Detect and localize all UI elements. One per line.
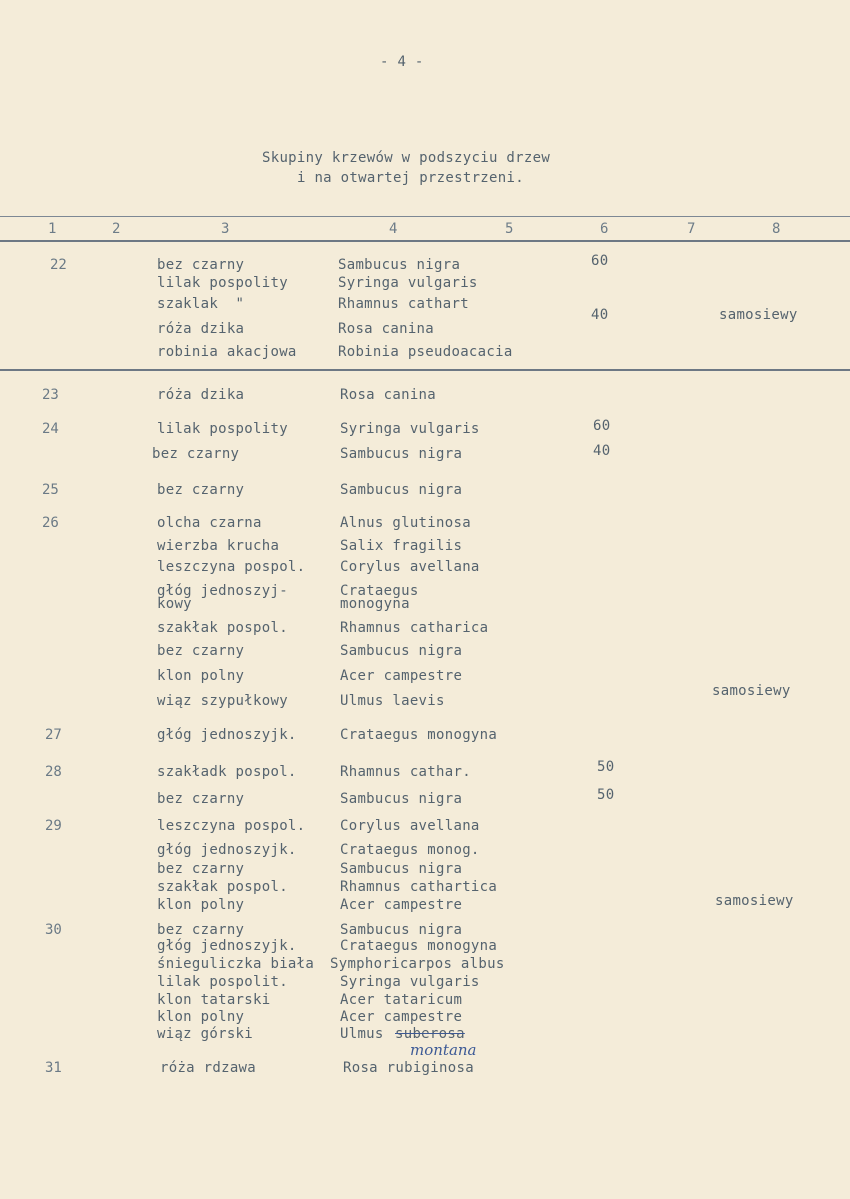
header-bottom-rule	[0, 240, 850, 242]
title-line-1: Skupiny krzewów w podszyciu drzew	[262, 150, 551, 166]
species-polish: śnieguliczka biała	[157, 956, 315, 972]
species-latin: Ulmus	[340, 1026, 384, 1042]
species-latin: Sambucus nigra	[340, 446, 463, 462]
species-latin: Sambucus nigra	[340, 482, 463, 498]
page-number: - 4 -	[380, 54, 424, 70]
species-latin: Rosa rubiginosa	[343, 1060, 474, 1076]
header-top-rule	[0, 216, 850, 217]
species-latin: Rhamnus cathar.	[340, 764, 471, 780]
col-header-4: 4	[389, 221, 398, 237]
species-polish: bez czarny	[157, 257, 245, 273]
species-polish: szaklak "	[157, 296, 245, 312]
group-number: 24	[42, 421, 59, 437]
species-latin: Syringa vulgaris	[338, 275, 478, 291]
col-header-6: 6	[600, 221, 609, 237]
group-number: 30	[45, 922, 62, 938]
group-number: 22	[50, 257, 67, 273]
group-number: 23	[42, 387, 59, 403]
species-polish: szakłak pospol.	[157, 620, 288, 636]
species-latin: Sambucus nigra	[338, 257, 461, 273]
species-latin: Acer tataricum	[340, 992, 463, 1008]
group-number: 26	[42, 515, 59, 531]
species-polish: bez czarny	[157, 861, 245, 877]
species-latin: Syringa vulgaris	[340, 421, 480, 437]
group-number: 31	[45, 1060, 62, 1076]
col-header-1: 1	[48, 221, 57, 237]
handwritten-correction: montana	[410, 1041, 477, 1059]
share-value: 40	[591, 307, 609, 323]
share-value: 60	[593, 418, 611, 434]
species-polish: olcha czarna	[157, 515, 262, 531]
species-polish: róża dzika	[157, 321, 245, 337]
species-latin: Sambucus nigra	[340, 791, 463, 807]
col-header-7: 7	[687, 221, 696, 237]
col-header-2: 2	[112, 221, 121, 237]
species-latin: Crataegus monogyna	[340, 727, 498, 743]
species-polish: klon polny	[157, 668, 245, 684]
species-polish: leszczyna pospol.	[157, 559, 306, 575]
species-latin: Acer campestre	[340, 668, 463, 684]
species-latin: Crataegus monogyna	[340, 938, 498, 954]
share-value: 40	[593, 443, 611, 459]
species-latin: Syringa vulgaris	[340, 974, 480, 990]
species-latin: Sambucus nigra	[340, 643, 463, 659]
species-polish: głóg jednoszyjk.	[157, 842, 297, 858]
group-number: 25	[42, 482, 59, 498]
species-polish: lilak pospolity	[157, 275, 288, 291]
section-rule	[0, 369, 850, 371]
species-latin: Crataegus monogyna	[340, 583, 419, 612]
col-header-8: 8	[772, 221, 781, 237]
species-latin: Ulmus laevis	[340, 693, 445, 709]
species-polish: bez czarny	[157, 922, 245, 938]
species-latin: Sambucus nigra	[340, 861, 463, 877]
share-value: 60	[591, 253, 609, 269]
species-polish: klon polny	[157, 897, 245, 913]
species-polish: robinia akacjowa	[157, 344, 297, 360]
col-header-5: 5	[505, 221, 514, 237]
species-polish: bez czarny	[157, 643, 245, 659]
col-header-3: 3	[221, 221, 230, 237]
group-number: 29	[45, 818, 62, 834]
species-latin: Corylus avellana	[340, 818, 480, 834]
species-latin: Acer campestre	[340, 1009, 463, 1025]
species-latin: Symphoricarpos albus	[330, 956, 505, 972]
species-polish: głóg jednoszyjk.	[157, 938, 297, 954]
species-polish: klon polny	[157, 1009, 245, 1025]
species-latin: Acer campestre	[340, 897, 463, 913]
species-polish: szakłak pospol.	[157, 879, 288, 895]
remarks: samosiewy	[719, 307, 798, 323]
species-latin: Corylus avellana	[340, 559, 480, 575]
group-number: 28	[45, 764, 62, 780]
struck-out-epithet: suberosa	[395, 1026, 465, 1042]
species-polish: głóg jednoszyj- kowy	[157, 583, 288, 612]
species-latin: Robinia pseudoacacia	[338, 344, 513, 360]
title-line-2: i na otwartej przestrzeni.	[297, 170, 524, 186]
species-polish: wiąz szypułkowy	[157, 693, 288, 709]
species-polish: głóg jednoszyjk.	[157, 727, 297, 743]
share-value: 50	[597, 759, 615, 775]
species-latin: Alnus glutinosa	[340, 515, 471, 531]
species-latin: Salix fragilis	[340, 538, 463, 554]
species-polish: wiąz górski	[157, 1026, 254, 1042]
species-polish: lilak pospolit.	[157, 974, 288, 990]
species-latin: Rhamnus cathartica	[340, 879, 498, 895]
species-polish: klon tatarski	[157, 992, 271, 1008]
species-polish: bez czarny	[157, 791, 245, 807]
share-value: 50	[597, 787, 615, 803]
remarks: samosiewy	[712, 683, 791, 699]
species-latin: Rhamnus catharica	[340, 620, 489, 636]
species-polish: bez czarny	[157, 482, 245, 498]
species-polish: róża rdzawa	[160, 1060, 257, 1076]
species-latin: Rhamnus cathart	[338, 296, 469, 312]
remarks: samosiewy	[715, 893, 794, 909]
species-latin: Sambucus nigra	[340, 922, 463, 938]
species-polish: bez czarny	[152, 446, 240, 462]
species-polish: róża dzika	[157, 387, 245, 403]
species-polish: leszczyna pospol.	[157, 818, 306, 834]
species-latin: Crataegus monog.	[340, 842, 480, 858]
species-polish: lilak pospolity	[157, 421, 288, 437]
species-polish: szakładk pospol.	[157, 764, 297, 780]
species-latin: Rosa canina	[338, 321, 435, 337]
species-polish: wierzba krucha	[157, 538, 280, 554]
group-number: 27	[45, 727, 62, 743]
species-latin: Rosa canina	[340, 387, 437, 403]
